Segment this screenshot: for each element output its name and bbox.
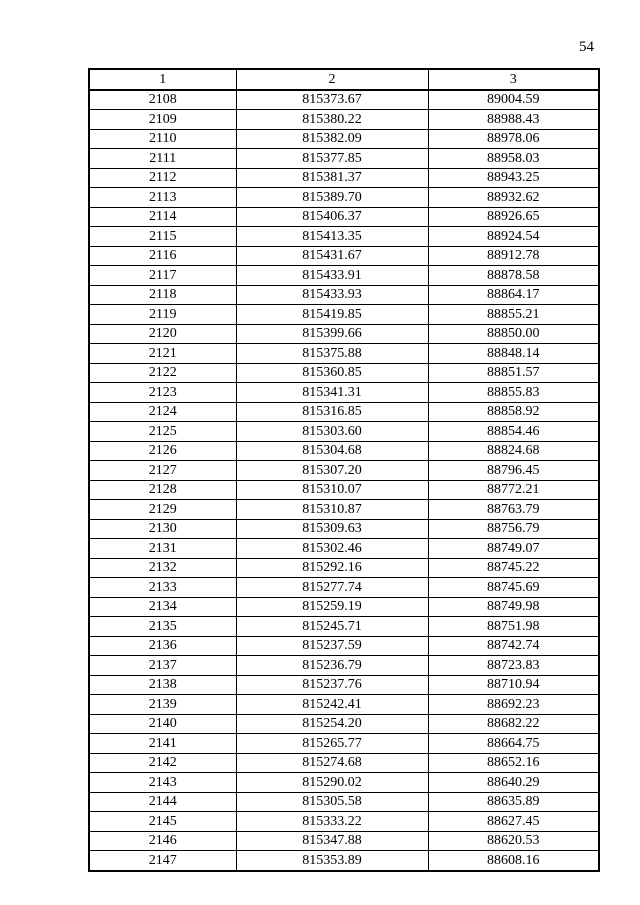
table-cell-col-1: 2111 bbox=[89, 149, 236, 169]
table-row bbox=[89, 500, 599, 520]
table-cell-col-3: 88924.54 bbox=[428, 227, 599, 247]
table-cell-col-3: 88932.62 bbox=[428, 188, 599, 208]
table-cell-col-3: 88978.06 bbox=[428, 129, 599, 149]
table-cell-col-2: 815309.63 bbox=[236, 519, 428, 539]
table-row bbox=[89, 656, 599, 676]
table-cell-col-1: 2109 bbox=[89, 110, 236, 130]
table-row bbox=[89, 851, 599, 871]
table-cell-col-2: 815433.91 bbox=[236, 266, 428, 286]
table-cell-col-3: 88710.94 bbox=[428, 675, 599, 695]
table-cell-col-3: 88723.83 bbox=[428, 656, 599, 676]
table-row bbox=[89, 383, 599, 403]
table-row bbox=[89, 441, 599, 461]
table-cell-col-2: 815381.37 bbox=[236, 168, 428, 188]
table-cell-col-3: 88640.29 bbox=[428, 773, 599, 793]
table-cell-col-1: 2132 bbox=[89, 558, 236, 578]
table-cell-col-1: 2117 bbox=[89, 266, 236, 286]
table-body bbox=[89, 90, 599, 871]
table-cell-col-2: 815307.20 bbox=[236, 461, 428, 481]
table-row bbox=[89, 636, 599, 656]
table-row bbox=[89, 753, 599, 773]
table-cell-col-2: 815292.16 bbox=[236, 558, 428, 578]
table-cell-col-3: 88664.75 bbox=[428, 734, 599, 754]
table-cell-col-2: 815259.19 bbox=[236, 597, 428, 617]
table-cell-col-3: 88855.21 bbox=[428, 305, 599, 325]
table-cell-col-1: 2145 bbox=[89, 812, 236, 832]
table-cell-col-3: 88692.23 bbox=[428, 695, 599, 715]
table-cell-col-2: 815377.85 bbox=[236, 149, 428, 169]
table-row bbox=[89, 831, 599, 851]
table-row bbox=[89, 129, 599, 149]
table-cell-col-3: 88745.22 bbox=[428, 558, 599, 578]
table-row bbox=[89, 617, 599, 637]
table-cell-col-2: 815380.22 bbox=[236, 110, 428, 130]
table-cell-col-2: 815353.89 bbox=[236, 851, 428, 871]
table-cell-col-1: 2120 bbox=[89, 324, 236, 344]
table-cell-col-1: 2110 bbox=[89, 129, 236, 149]
table-cell-col-1: 2129 bbox=[89, 500, 236, 520]
table-cell-col-2: 815431.67 bbox=[236, 246, 428, 266]
table-cell-col-2: 815245.71 bbox=[236, 617, 428, 637]
table-cell-col-3: 88926.65 bbox=[428, 207, 599, 227]
table-cell-col-3: 88620.53 bbox=[428, 831, 599, 851]
table-cell-col-3: 88682.22 bbox=[428, 714, 599, 734]
table-cell-col-2: 815389.70 bbox=[236, 188, 428, 208]
table-cell-col-2: 815341.31 bbox=[236, 383, 428, 403]
table-cell-col-2: 815373.67 bbox=[236, 90, 428, 110]
table-row bbox=[89, 734, 599, 754]
table-row bbox=[89, 168, 599, 188]
table-cell-col-3: 88742.74 bbox=[428, 636, 599, 656]
table-cell-col-3: 88912.78 bbox=[428, 246, 599, 266]
table-cell-col-1: 2147 bbox=[89, 851, 236, 871]
table-cell-col-2: 815399.66 bbox=[236, 324, 428, 344]
table-cell-col-3: 88855.83 bbox=[428, 383, 599, 403]
table-cell-col-2: 815242.41 bbox=[236, 695, 428, 715]
table-cell-col-3: 88745.69 bbox=[428, 578, 599, 598]
table-row bbox=[89, 285, 599, 305]
table-cell-col-3: 88763.79 bbox=[428, 500, 599, 520]
table-row bbox=[89, 149, 599, 169]
table-cell-col-2: 815302.46 bbox=[236, 539, 428, 559]
table-row bbox=[89, 792, 599, 812]
table-cell-col-1: 2121 bbox=[89, 344, 236, 364]
table-row bbox=[89, 207, 599, 227]
table-cell-col-3: 88751.98 bbox=[428, 617, 599, 637]
table-cell-col-2: 815316.85 bbox=[236, 402, 428, 422]
table-cell-col-1: 2112 bbox=[89, 168, 236, 188]
table-cell-col-2: 815375.88 bbox=[236, 344, 428, 364]
table-cell-col-2: 815237.59 bbox=[236, 636, 428, 656]
table-row bbox=[89, 461, 599, 481]
table-cell-col-1: 2124 bbox=[89, 402, 236, 422]
table-cell-col-2: 815290.02 bbox=[236, 773, 428, 793]
table-cell-col-1: 2126 bbox=[89, 441, 236, 461]
column-header-2: 2 bbox=[236, 69, 428, 90]
table-cell-col-1: 2114 bbox=[89, 207, 236, 227]
table-cell-col-1: 2133 bbox=[89, 578, 236, 598]
table-cell-col-1: 2125 bbox=[89, 422, 236, 442]
table-row bbox=[89, 188, 599, 208]
table-cell-col-3: 88958.03 bbox=[428, 149, 599, 169]
table-cell-col-1: 2143 bbox=[89, 773, 236, 793]
table-cell-col-1: 2141 bbox=[89, 734, 236, 754]
table-cell-col-1: 2130 bbox=[89, 519, 236, 539]
table-cell-col-2: 815237.76 bbox=[236, 675, 428, 695]
header-row bbox=[89, 69, 599, 90]
table-cell-col-3: 88848.14 bbox=[428, 344, 599, 364]
table-cell-col-2: 815433.93 bbox=[236, 285, 428, 305]
table-cell-col-3: 88824.68 bbox=[428, 441, 599, 461]
table-row bbox=[89, 90, 599, 110]
table-row bbox=[89, 558, 599, 578]
table-row bbox=[89, 714, 599, 734]
table-cell-col-2: 815254.20 bbox=[236, 714, 428, 734]
table-row bbox=[89, 305, 599, 325]
table-row bbox=[89, 266, 599, 286]
table-cell-col-2: 815236.79 bbox=[236, 656, 428, 676]
table-cell-col-2: 815305.58 bbox=[236, 792, 428, 812]
table-cell-col-1: 2113 bbox=[89, 188, 236, 208]
table-cell-col-3: 88635.89 bbox=[428, 792, 599, 812]
table-cell-col-1: 2136 bbox=[89, 636, 236, 656]
table-row bbox=[89, 480, 599, 500]
table-cell-col-1: 2140 bbox=[89, 714, 236, 734]
table-header bbox=[89, 69, 599, 90]
table-cell-col-1: 2108 bbox=[89, 90, 236, 110]
table-cell-col-2: 815310.07 bbox=[236, 480, 428, 500]
table-cell-col-3: 88850.00 bbox=[428, 324, 599, 344]
table-cell-col-2: 815382.09 bbox=[236, 129, 428, 149]
table-cell-col-2: 815304.68 bbox=[236, 441, 428, 461]
table-row bbox=[89, 110, 599, 130]
table-row bbox=[89, 246, 599, 266]
table-cell-col-3: 88608.16 bbox=[428, 851, 599, 871]
table-cell-col-1: 2123 bbox=[89, 383, 236, 403]
table-row bbox=[89, 422, 599, 442]
table-cell-col-3: 89004.59 bbox=[428, 90, 599, 110]
table-cell-col-1: 2128 bbox=[89, 480, 236, 500]
table-cell-col-3: 88858.92 bbox=[428, 402, 599, 422]
column-header-3: 3 bbox=[428, 69, 599, 90]
table-cell-col-3: 88652.16 bbox=[428, 753, 599, 773]
table-cell-col-1: 2137 bbox=[89, 656, 236, 676]
table-cell-col-1: 2127 bbox=[89, 461, 236, 481]
table-row bbox=[89, 324, 599, 344]
table-cell-col-2: 815303.60 bbox=[236, 422, 428, 442]
table-cell-col-1: 2118 bbox=[89, 285, 236, 305]
table-cell-col-1: 2144 bbox=[89, 792, 236, 812]
table-cell-col-3: 88756.79 bbox=[428, 519, 599, 539]
table-row bbox=[89, 773, 599, 793]
table-cell-col-3: 88878.58 bbox=[428, 266, 599, 286]
table-cell-col-3: 88749.98 bbox=[428, 597, 599, 617]
table-cell-col-1: 2146 bbox=[89, 831, 236, 851]
column-header-1: 1 bbox=[89, 69, 236, 90]
table-cell-col-3: 88943.25 bbox=[428, 168, 599, 188]
table-cell-col-1: 2142 bbox=[89, 753, 236, 773]
table-cell-col-1: 2131 bbox=[89, 539, 236, 559]
table-cell-col-1: 2135 bbox=[89, 617, 236, 637]
table-cell-col-1: 2119 bbox=[89, 305, 236, 325]
table-cell-col-2: 815277.74 bbox=[236, 578, 428, 598]
table-cell-col-3: 88772.21 bbox=[428, 480, 599, 500]
page-number: 54 bbox=[579, 39, 594, 55]
table-cell-col-3: 88851.57 bbox=[428, 363, 599, 383]
table-cell-col-2: 815274.68 bbox=[236, 753, 428, 773]
table-cell-col-1: 2116 bbox=[89, 246, 236, 266]
table-cell-col-1: 2134 bbox=[89, 597, 236, 617]
table-cell-col-1: 2115 bbox=[89, 227, 236, 247]
table-cell-col-3: 88864.17 bbox=[428, 285, 599, 305]
table-cell-col-3: 88796.45 bbox=[428, 461, 599, 481]
table-cell-col-2: 815360.85 bbox=[236, 363, 428, 383]
table-cell-col-2: 815310.87 bbox=[236, 500, 428, 520]
table-row bbox=[89, 227, 599, 247]
table-row bbox=[89, 402, 599, 422]
table-cell-col-2: 815406.37 bbox=[236, 207, 428, 227]
table-row bbox=[89, 519, 599, 539]
coordinates-table bbox=[88, 68, 600, 872]
table-cell-col-3: 88749.07 bbox=[428, 539, 599, 559]
table-row bbox=[89, 597, 599, 617]
table-row bbox=[89, 539, 599, 559]
table-cell-col-1: 2139 bbox=[89, 695, 236, 715]
table-cell-col-1: 2122 bbox=[89, 363, 236, 383]
table-cell-col-2: 815419.85 bbox=[236, 305, 428, 325]
table-row bbox=[89, 363, 599, 383]
table-row bbox=[89, 344, 599, 364]
table-row bbox=[89, 675, 599, 695]
table-cell-col-3: 88988.43 bbox=[428, 110, 599, 130]
table-row bbox=[89, 578, 599, 598]
table-cell-col-1: 2138 bbox=[89, 675, 236, 695]
table-cell-col-2: 815265.77 bbox=[236, 734, 428, 754]
table-cell-col-3: 88627.45 bbox=[428, 812, 599, 832]
table-row bbox=[89, 812, 599, 832]
table-cell-col-3: 88854.46 bbox=[428, 422, 599, 442]
table-cell-col-2: 815413.35 bbox=[236, 227, 428, 247]
table-cell-col-2: 815333.22 bbox=[236, 812, 428, 832]
table-row bbox=[89, 695, 599, 715]
table-cell-col-2: 815347.88 bbox=[236, 831, 428, 851]
